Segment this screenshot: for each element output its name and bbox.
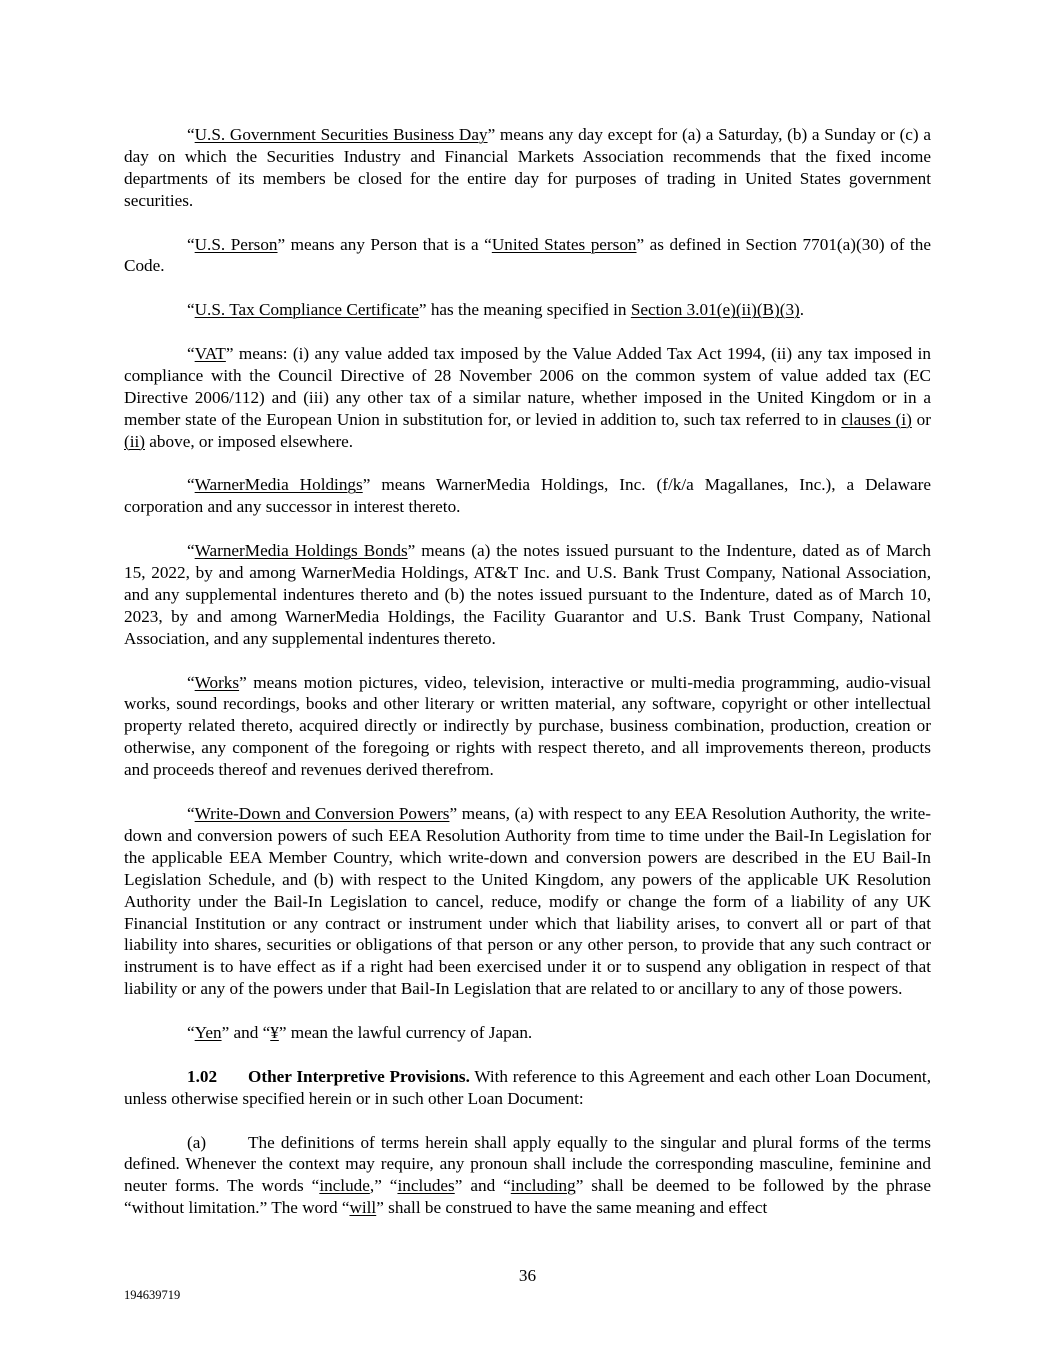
definition-yen	[124, 1022, 931, 1044]
definition-text: ” means any Person that is a “	[277, 234, 492, 254]
defined-word: include	[319, 1176, 370, 1196]
defined-word: including	[510, 1176, 576, 1196]
defined-term: Works	[194, 672, 240, 692]
definition-text: ” means WarnerMedia Holdings, Inc. (f/k/a Magallanes, Inc.), a Delaware corporation and any successor in interest thereto.	[124, 475, 931, 517]
definition-us-tax-compliance-certificate	[124, 299, 931, 321]
defined-term: ¥	[270, 1023, 279, 1043]
cross-reference: United States person	[491, 234, 637, 254]
definition-text: ” means (a) the notes issued pursuant to the Indenture, dated as of March 15, 2022, by and among WarnerMedia Holdings, AT&T Inc. and U.S. Bank Trust Company, National Association, and any supplemental indentures thereto and (b) the notes issued pursuant to the Indenture, dated as of March 10, 2023, by and among WarnerMedia Holdings, the Facility Guarantor and U.S. Bank Trust Company, National Association, and any supplemental indentures thereto.	[124, 541, 932, 648]
definition-text: ” means: (i) any value added tax imposed by the Value Added Tax Act 1994, (ii) any tax imposed in compliance with the Council Directive of 28 November 2006 on the common system of value added tax (EC Directive 2006/112) and (iii) any other tax of a similar nature, whether imposed in the United Kingdom or in a member state of the European Union in substitution for, or levied in addition to, such tax referred to in	[124, 344, 931, 429]
definition-text: ” has the meaning specified in	[418, 300, 631, 320]
definition-us-government-securities-business-day	[124, 124, 931, 212]
definition-write-down-and-conversion-powers	[124, 803, 931, 1000]
defined-term: U.S. Government Securities Business Day	[194, 125, 488, 144]
open-quote: “	[187, 1023, 195, 1043]
definition-vat	[124, 343, 931, 453]
section-text: With reference to this Agreement and each other Loan Document, unless otherwise specified herein or in such other Loan Document:	[124, 1066, 932, 1108]
defined-term: WarnerMedia Holdings Bonds	[194, 541, 408, 561]
cross-reference: Section 3.01(e)(ii)(B)(3)	[630, 300, 800, 320]
document-id: 194639719	[124, 1288, 181, 1302]
defined-word: will	[349, 1198, 377, 1218]
section-heading: Other Interpretive Provisions.	[248, 1066, 470, 1086]
definition-text: ” and “	[221, 1023, 271, 1043]
clause-text: The definitions of terms herein shall apply equally to the singular and plural forms of the terms defined. Whenever the context may require, any pronoun shall include the corresponding masculine, feminine and neuter forms. The words “	[124, 1132, 931, 1196]
defined-term: VAT	[194, 344, 226, 364]
defined-term: Yen	[194, 1023, 222, 1043]
definition-text: above, or imposed elsewhere.	[145, 431, 354, 451]
clause-text: ” shall be construed to have the same meaning and effect	[376, 1198, 768, 1218]
defined-term: U.S. Tax Compliance Certificate	[194, 300, 419, 320]
clause-text: ” and “	[454, 1176, 511, 1196]
definition-us-person	[124, 234, 931, 278]
cross-reference: (ii)	[124, 431, 145, 451]
definition-text: ” mean the lawful currency of Japan.	[278, 1023, 533, 1043]
document-body	[124, 124, 931, 1241]
defined-term: WarnerMedia Holdings	[194, 475, 363, 495]
definition-text: ” means any day except for (a) a Saturday, (b) a Sunday or (c) a day on which the Securities Industry and Financial Markets Association recommends that the fixed income departments of its members be closed for the entire day for purposes of trading in United States government securities.	[124, 125, 932, 210]
clause-text: ” shall be deemed to be followed by the phrase “without limitation.” The word “	[124, 1176, 931, 1218]
open-quote: “	[187, 672, 195, 692]
clause-text: ,” “	[369, 1176, 398, 1196]
definition-warnermedia-holdings-bonds	[124, 540, 931, 650]
definition-works	[124, 672, 931, 782]
defined-term: U.S. Person	[194, 234, 278, 254]
definition-text: ” means, (a) with respect to any EEA Resolution Authority, the write-down and conversion powers of such EEA Resolution Authority from time to time under the Bail-In Legislation for the applicable EEA Member Country, which write-down and conversion powers are described in the EU Bail-In Legislation Schedule, and (b) with respect to the United Kingdom, any powers of the applicable UK Resolution Authority under the Bail-In Legislation to cancel, reduce, modify or change the form of a liability of any UK Financial Institution or any contract or instrument under which that liability arises, to convert all or part of that liability into shares, securities or obligations of that person or any other person, to provide that any such contract or instrument is to have effect as if a right had been exercised under it or to suspend any obligation in respect of that liability or any of the powers under that Bail-In Legislation that are related to or ancillary to any of those powers.	[124, 803, 932, 999]
cross-reference: clauses (i)	[841, 409, 912, 429]
open-quote: “	[187, 125, 195, 144]
open-quote: “	[187, 300, 195, 320]
page-number: 36	[518, 1266, 537, 1285]
defined-word: includes	[397, 1176, 455, 1196]
section-1-02	[124, 1066, 931, 1110]
clause-label: (a)	[187, 1132, 207, 1152]
definition-text: ” as defined in Section 7701(a)(30) of the Code.	[124, 234, 931, 276]
open-quote: “	[187, 475, 195, 495]
definition-text: ” means motion pictures, video, television, interactive or multi-media programming, audio-visual works, sound recordings, books and other literary or written material, any software, copyright or other intellectual property related thereto, acquired directly or indirectly by purchase, business combination, production, creation or otherwise, any component of the foregoing or rights with respect thereto, and all improvements thereon, products and proceeds thereof and revenues derived therefrom.	[124, 672, 931, 780]
definition-text: .	[799, 300, 805, 320]
open-quote: “	[187, 234, 195, 254]
open-quote: “	[187, 803, 195, 823]
defined-term: Write-Down and Conversion Powers	[194, 803, 450, 823]
open-quote: “	[187, 344, 195, 364]
clause-a	[124, 1132, 931, 1220]
definition-warnermedia-holdings	[124, 474, 931, 518]
open-quote: “	[187, 541, 195, 561]
section-number: 1.02	[187, 1066, 218, 1086]
definition-text: or	[911, 409, 932, 429]
